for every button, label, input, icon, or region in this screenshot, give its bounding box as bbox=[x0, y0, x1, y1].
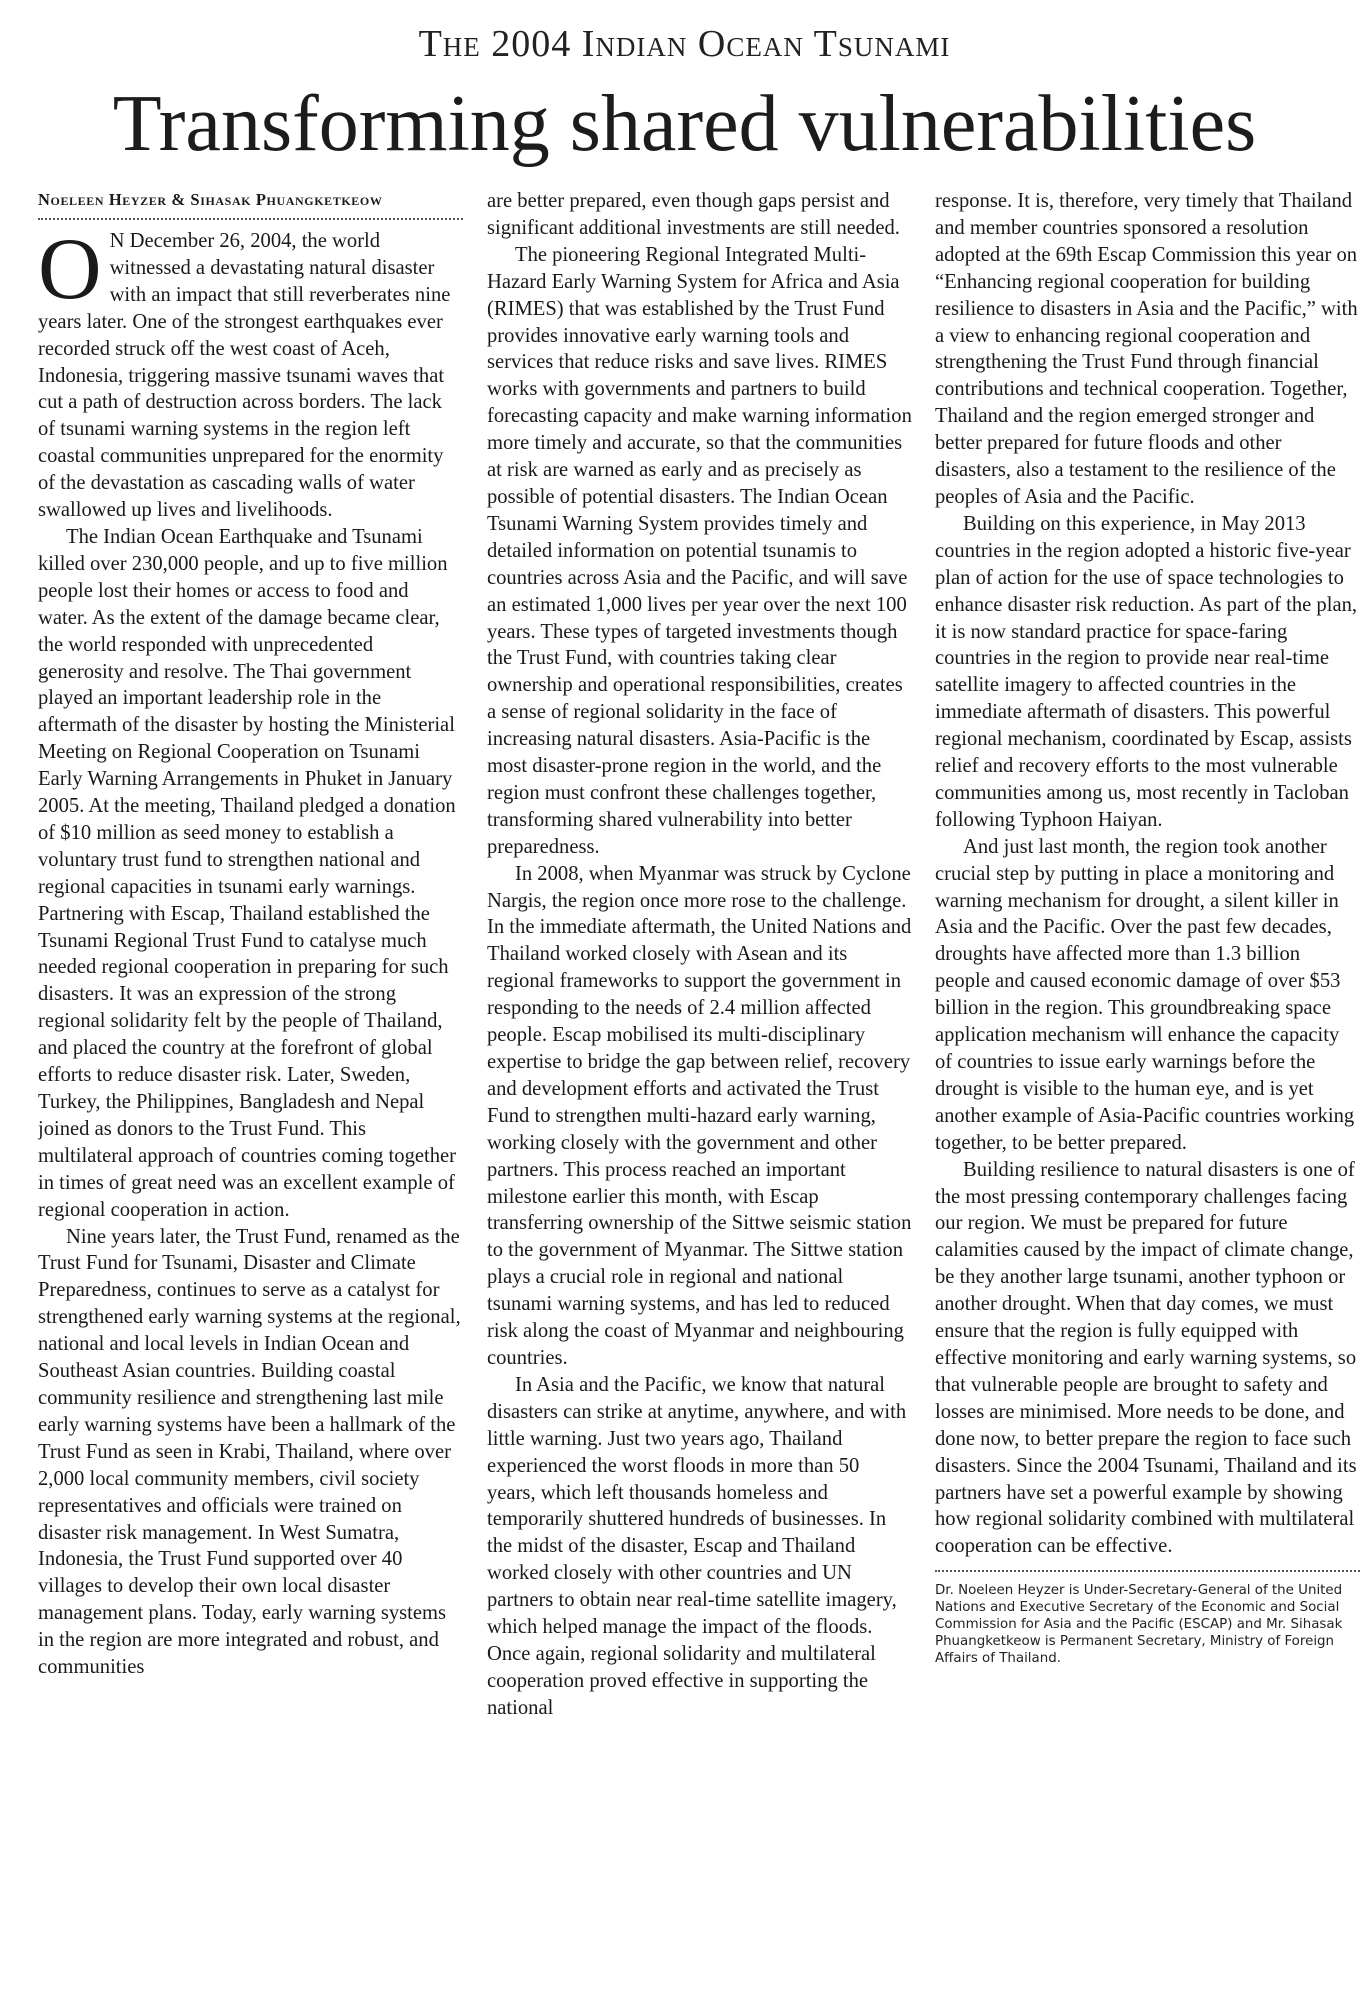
paragraph: In 2008, when Myanmar was struck by Cyclone Nargis, the region once more rose to the challenge. In the immediate aftermath, the United Nations and Thailand worked closely with Asean and its regional frameworks to support the government in responding to the needs of 2.4 million affected people. Escap mobilised its multi-disciplinary expertise to bridge the gap between relief, recovery and development efforts and activated the Trust Fund to strengthen multi-hazard early warning, working closely with the government and other partners. This process reached an important milestone earlier this month, with Escap transferring ownership of the Sittwe seismic station to the government of Myanmar. The Sittwe station plays a crucial role in regional and national tsunami warning systems, and has led to reduced risk along the coast of Myanmar and neighbouring countries. bbox=[487, 862, 912, 1369]
paragraph: are better prepared, even though gaps persist and significant additional investments are still needed. bbox=[487, 190, 900, 239]
drop-cap: O bbox=[38, 221, 102, 318]
article-column-1 bbox=[38, 188, 463, 1988]
lead-text: N December 26, 2004, the world witnessed a devastating natural disaster with an impact that still reverberates nine years later. One of the strongest earthquakes ever recorded struck off the west coast of Aceh, Indonesia, triggering massive tsunami waves that cut a path of destruction across borders. The lack of tsunami warning systems in the region left coastal communities unprepared for the enormity of the devastation as cascading walls of water swallowed up lives and livelihoods. bbox=[38, 230, 451, 522]
paragraph: Nine years later, the Trust Fund, renamed as the Trust Fund for Tsunami, Disaster and Climate Preparedness, continues to serve as a catalyst for strengthened early warning systems at the regional, national and local levels in Indian Ocean and Southeast Asian countries. Building coastal community resilience and strengthening last mile early warning systems have been a hallmark of the Trust Fund as seen in Krabi, Thailand, where over 2,000 local community members, civil society representatives and officials were trained on disaster risk management. In West Sumatra, Indonesia, the Trust Fund supported over 40 villages to develop their own local disaster management plans. Today, early warning systems in the region are more integrated and robust, and communities bbox=[38, 1225, 461, 1679]
section-kicker: The 2004 Indian Ocean Tsunami bbox=[418, 23, 951, 65]
headline: Transforming shared vulnerabilities bbox=[112, 80, 1257, 168]
paragraph: Building on this experience, in May 2013 countries in the region adopted a historic five-year plan of action for the use of space technologies to enhance disaster risk reduction. As part of the plan, it is now standard practice for space-faring countries in the region to provide near real-time satellite imagery to affected countries in the immediate aftermath of disasters. This powerful regional mechanism, coordinated by Escap, assists relief and recovery efforts to the most vulnerable communities among us, most recently in Tacloban following Typhoon Haiyan. bbox=[935, 512, 1358, 831]
paragraph: The Indian Ocean Earthquake and Tsunami killed over 230,000 people, and up to five million people lost their homes or access to food and water. As the extent of the damage became clear, the world responded with unprecedented generosity and resolve. The Thai government played an important leadership role in the aftermath of the disaster by hosting the Ministerial Meeting on Regional Cooperation on Tsunami Early Warning Arrangements in Phuket in January 2005. At the meeting, Thailand pledged a donation of $10 million as seed money to establish a voluntary trust fund to strengthen national and regional capacities in tsunami early warnings. Partnering with Escap, Thailand established the Tsunami Regional Trust Fund to catalyse much needed regional cooperation in preparing for such disasters. It was an expression of the strong regional solidarity felt by the people of Thailand, and placed the country at the forefront of global efforts to reduce disaster risk. Later, Sweden, Turkey, the Philippines, Bangladesh and Nepal joined as donors to the Trust Fund. This multilateral approach of countries coming together in times of great need was an excellent example of regional cooperation in action. bbox=[38, 525, 457, 1221]
paragraph: response. It is, therefore, very timely that Thailand and member countries sponsored a resolution adopted at the 69th Escap Commission this year on “Enhancing regional cooperation for building resilience to disasters in Asia and the Pacific,” with a view to enhancing regional cooperation and strengthening the Trust Fund through financial contributions and technical cooperation. Together, Thailand and the region emerged stronger and better prepared for future floods and other disasters, also a testament to the resilience of the peoples of Asia and the Pacific. bbox=[935, 190, 1358, 508]
paragraph: Building resilience to natural disasters is one of the most pressing contemporary challenges facing our region. We must be prepared for future calamities caused by the impact of climate change, be they another large tsunami, another typhoon or another drought. When that day comes, we must ensure that the region is fully equipped with effective monitoring and early warning systems, so that vulnerable people are brought to safety and losses are minimised. More needs to be done, and done now, to better prepare the region to face such disasters. Since the 2004 Tsunami, Thailand and its partners have set a powerful example by showing how regional solidarity combined with multilateral cooperation can be effective. bbox=[935, 1158, 1357, 1558]
article-column-3 bbox=[935, 188, 1360, 1988]
article-column-2 bbox=[487, 188, 912, 1988]
paragraph: In Asia and the Pacific, we know that natural disasters can strike at anytime, anywhere, and with little warning. Just two years ago, Thailand experienced the worst floods in more than 50 years, which left thousands homeless and temporarily shuttered hundreds of businesses. In the midst of the disaster, Escap and Thailand worked closely with other countries and UN partners to obtain near real-time satellite imagery, which helped manage the impact of the floods. Once again, regional solidarity and multilateral cooperation proved effective in supporting the national bbox=[487, 1373, 907, 1719]
byline: Noeleen Heyzer & Sihasak Phuangketkeow bbox=[38, 190, 463, 220]
lead-paragraph bbox=[38, 221, 463, 524]
paragraph: And just last month, the region took another crucial step by putting in place a monitoring and warning mechanism for drought, a silent killer in Asia and the Pacific. Over the past few decades, droughts have affected more than 1.3 billion people and caused economic damage of over $53 billion in the region. This groundbreaking space application mechanism will enhance the capacity of countries to issue early warnings before the drought is visible to the human eye, and is yet another example of Asia-Pacific countries working together, to be better prepared. bbox=[935, 835, 1355, 1154]
paragraph: The pioneering Regional Integrated Multi-Hazard Early Warning System for Africa and Asia (RIMES) that was established by the Trust Fund provides innovative early warning tools and services that reduce risks and save lives. RIMES works with governments and partners to build forecasting capacity and make warning information more timely and accurate, so that the communities at risk are warned as early and as precisely as possible of potential disasters. The Indian Ocean Tsunami Warning System provides timely and detailed information on potential tsunamis to countries across Asia and the Pacific, and will save an estimated 1,000 lives per year over the next 100 years. These types of targeted investments though the Trust Fund, with countries taking clear ownership and operational responsibilities, creates a sense of regional solidarity in the face of increasing natural disasters. Asia-Pacific is the most disaster-prone region in the world, and the region must confront these challenges together, transforming shared vulnerability into better preparedness. bbox=[487, 243, 912, 858]
author-footnote: Dr. Noeleen Heyzer is Under-Secretary-General of the United Nations and Executive Secretary of the Economic and Social Commission for Asia and the Pacific (ESCAP) and Mr. Sihasak Phuangketkeow is Permanent Secretary, Ministry of Foreign Affairs of Thailand. bbox=[935, 1570, 1360, 1667]
